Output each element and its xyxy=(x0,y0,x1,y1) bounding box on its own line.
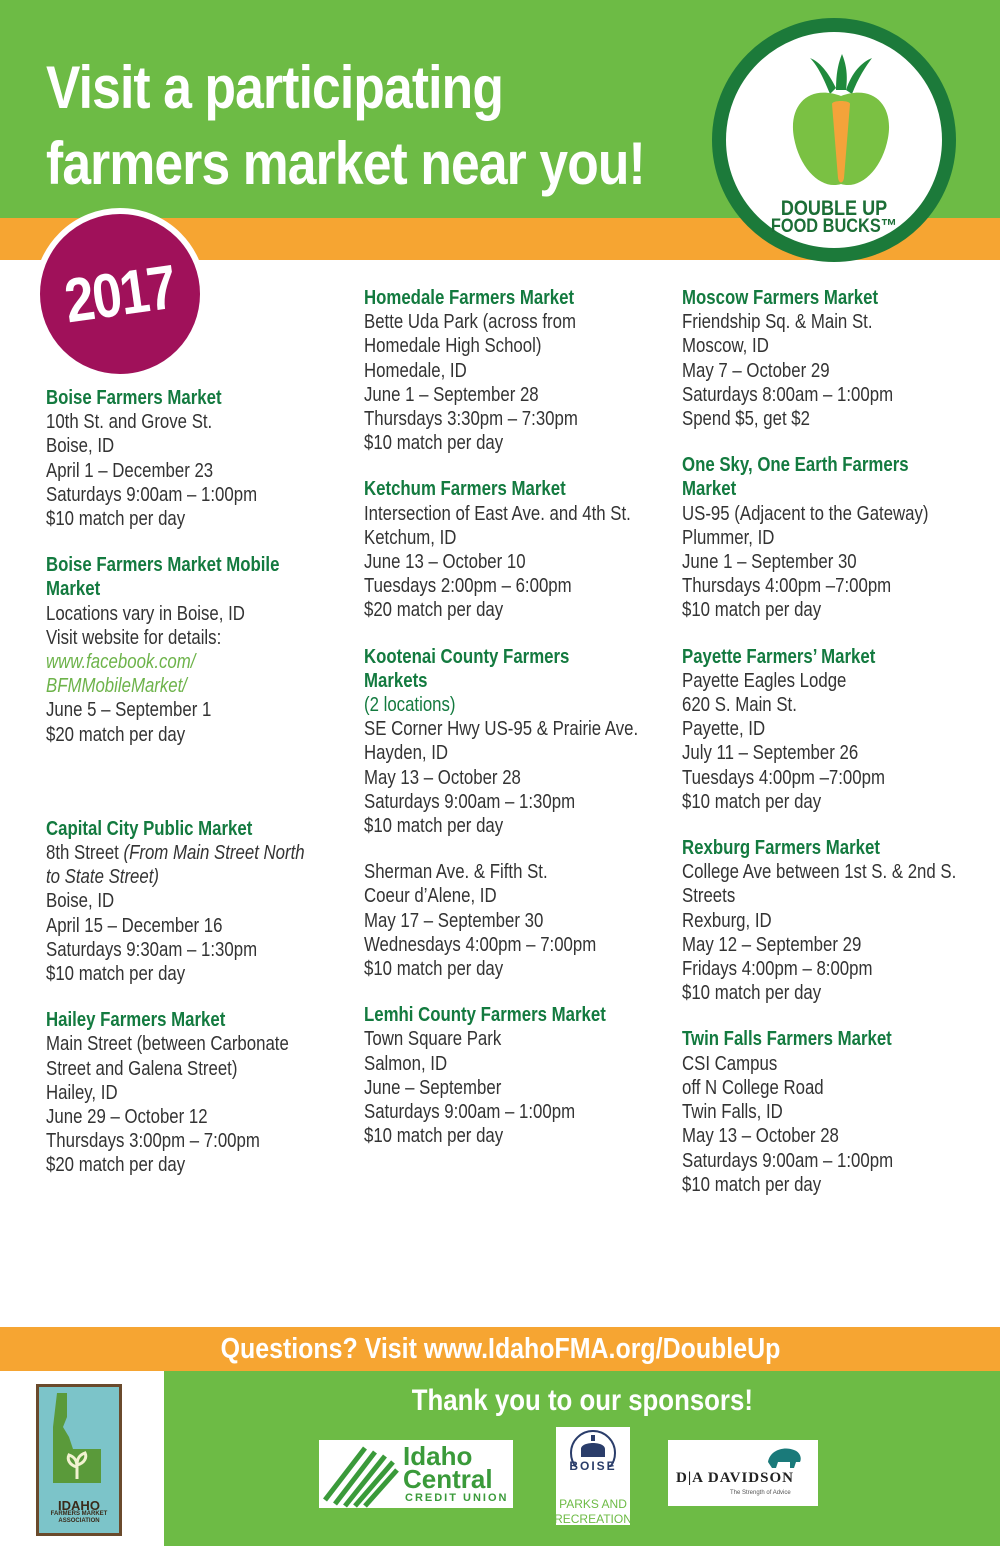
market-address: Friendship Sq. & Main St. xyxy=(682,311,873,334)
market-address: College Ave between 1st S. & 2nd S. xyxy=(682,861,957,884)
market-address: 10th St. and Grove St. xyxy=(46,411,213,434)
market-hours: Saturdays 9:00am – 1:30pm xyxy=(364,790,576,813)
market-dates: May 12 – September 29 xyxy=(682,933,862,956)
market-address: Main Street (between Carbonate xyxy=(46,1033,289,1056)
questions-banner xyxy=(0,1327,1000,1371)
market-entry xyxy=(46,553,348,747)
market-locations-note: (2 locations) xyxy=(364,694,456,717)
sponsors-heading xyxy=(164,1384,1000,1418)
market-address-continued: Street and Galena Street) xyxy=(46,1057,238,1080)
market-city: Ketchum, ID xyxy=(364,526,457,549)
market-city: Boise, ID xyxy=(46,435,115,458)
market-hours: Saturdays 8:00am – 1:00pm xyxy=(682,383,894,406)
market-match: $10 match per day xyxy=(46,963,186,986)
market-entry xyxy=(364,286,666,455)
facebook-link-continued[interactable]: BFMMobileMarket/ xyxy=(46,675,187,698)
market-match: $10 match per day xyxy=(682,790,822,813)
market-entry xyxy=(682,645,984,814)
market-match: $10 match per day xyxy=(364,815,504,838)
market-match: $10 match per day xyxy=(46,508,186,531)
market-dates: May 13 – October 28 xyxy=(682,1125,839,1148)
market-column-1 xyxy=(46,386,346,1200)
market-website-note: Visit website for details: xyxy=(46,626,222,649)
idaho-central-logo xyxy=(319,1440,513,1508)
market-hours: Tuesdays 2:00pm – 6:00pm xyxy=(364,575,572,598)
market-name: Payette Farmers’ Market xyxy=(682,645,876,668)
year-badge xyxy=(34,208,206,380)
market-venue: Payette Eagles Lodge xyxy=(682,669,847,692)
ifma-text xyxy=(39,1500,119,1525)
market-name: Twin Falls Farmers Market xyxy=(682,1028,892,1051)
market-address: Town Square Park xyxy=(364,1028,502,1051)
market-address: 8th Street xyxy=(46,842,119,865)
market-name: Capital City Public Market xyxy=(46,817,253,840)
market-hours: Saturdays 9:30am – 1:30pm xyxy=(46,938,258,961)
ifma-title: IDAHO xyxy=(58,1498,100,1513)
headline xyxy=(46,50,645,202)
market-name: Kootenai County Farmers xyxy=(364,645,570,668)
market-name: Rexburg Farmers Market xyxy=(682,837,880,860)
market-name: Boise Farmers Market xyxy=(46,387,222,409)
market-entry xyxy=(364,645,666,982)
boise-subtitle-2: RECREATION xyxy=(554,1512,632,1526)
market-address: SE Corner Hwy US-95 & Prairie Ave. xyxy=(364,718,639,741)
market-venue: CSI Campus xyxy=(682,1052,778,1075)
market-address: Intersection of East Ave. and 4th St. xyxy=(364,502,631,525)
market-dates: June 13 – October 10 xyxy=(364,551,526,574)
market-address: US-95 (Adjacent to the Gateway) xyxy=(682,502,929,525)
market-entry xyxy=(46,817,348,986)
market-hours: Fridays 4:00pm – 8:00pm xyxy=(682,958,873,981)
market-dates: June 1 – September 30 xyxy=(682,551,857,574)
market-address: Sherman Ave. & Fifth St. xyxy=(364,861,548,884)
market-hours: Thursdays 3:00pm – 7:00pm xyxy=(46,1130,260,1153)
market-dates: May 17 – September 30 xyxy=(364,909,544,932)
market-match: Spend $5, get $2 xyxy=(682,408,810,431)
market-name: Lemhi County Farmers Market xyxy=(364,1004,606,1027)
boise-word: BOISE xyxy=(569,1459,617,1473)
market-match: $20 match per day xyxy=(46,723,186,746)
market-hours: Tuesdays 4:00pm –7:00pm xyxy=(682,766,885,789)
market-city: Salmon, ID xyxy=(364,1052,448,1075)
market-location-note: Locations vary in Boise, ID xyxy=(46,602,245,625)
market-match: $20 match per day xyxy=(46,1154,186,1177)
boise-subtitle-1: PARKS AND xyxy=(559,1497,627,1511)
market-hours: Saturdays 9:00am – 1:00pm xyxy=(364,1101,576,1124)
ifma-logo xyxy=(36,1384,122,1536)
market-entry xyxy=(364,1003,666,1148)
logo-text-line-2: FOOD BUCKS™ xyxy=(770,216,898,237)
ifma-subtitle-2: ASSOCIATION xyxy=(58,1518,100,1524)
buffalo-icon xyxy=(764,1442,804,1470)
market-city: Twin Falls, ID xyxy=(682,1101,783,1124)
ifma-subtitle-1: FARMERS MARKET xyxy=(50,1511,108,1517)
market-column-3 xyxy=(682,286,982,1219)
double-up-logo xyxy=(712,18,956,262)
market-entry xyxy=(682,453,984,622)
market-city: Plummer, ID xyxy=(682,526,775,549)
market-address: off N College Road xyxy=(682,1076,824,1099)
market-match: $10 match per day xyxy=(364,958,504,981)
market-address-note: (From Main Street North to State Street) xyxy=(46,842,305,889)
boise-subtitle xyxy=(550,1497,636,1527)
market-dates: June 29 – October 12 xyxy=(46,1106,208,1129)
market-city: Rexburg, ID xyxy=(682,909,772,932)
market-match: $10 match per day xyxy=(364,1125,504,1148)
market-dates: June 1 – September 28 xyxy=(364,383,539,406)
market-address: 620 S. Main St. xyxy=(682,694,797,717)
market-city: Coeur d’Alene, ID xyxy=(364,885,497,908)
boise-parks-logo xyxy=(556,1427,630,1525)
icu-stripes-icon xyxy=(321,1440,401,1508)
market-city: Homedale, ID xyxy=(364,359,467,382)
market-column-2 xyxy=(364,286,664,1171)
market-name: Homedale Farmers Market xyxy=(364,287,575,309)
market-dates: May 7 – October 29 xyxy=(682,359,830,382)
headline-line-2: farmers market near you! xyxy=(46,130,645,197)
market-hours: Saturdays 9:00am – 1:00pm xyxy=(682,1149,894,1172)
market-entry xyxy=(682,286,984,431)
market-dates: April 1 – December 23 xyxy=(46,459,214,482)
carrot-apple-icon xyxy=(786,54,896,194)
market-dates: June 5 – September 1 xyxy=(46,699,212,722)
icu-word-1: Idaho xyxy=(403,1441,473,1471)
market-city: Boise, ID xyxy=(46,890,115,913)
market-hours: Thursdays 4:00pm –7:00pm xyxy=(682,575,892,598)
facebook-link[interactable]: www.facebook.com/ xyxy=(46,651,196,674)
icu-word-2: Central xyxy=(403,1464,493,1494)
market-city: Hayden, ID xyxy=(364,742,449,765)
market-name: Ketchum Farmers Market xyxy=(364,478,566,501)
market-hours: Thursdays 3:30pm – 7:30pm xyxy=(364,408,578,431)
market-entry xyxy=(682,836,984,1005)
market-city: Moscow, ID xyxy=(682,335,769,358)
market-address-continued: Homedale High School) xyxy=(364,335,542,358)
market-entry xyxy=(46,386,348,531)
market-match: $10 match per day xyxy=(682,599,822,622)
da-davidson-word: D|A DAVIDSON xyxy=(676,1470,794,1486)
year-text: 2017 xyxy=(60,252,180,336)
market-dates: June – September xyxy=(364,1076,502,1099)
da-davidson-logo xyxy=(668,1440,818,1506)
market-entry xyxy=(364,477,666,622)
market-name: Boise Farmers Market Mobile Market xyxy=(46,554,280,601)
market-hours: Saturdays 9:00am – 1:00pm xyxy=(46,483,258,506)
market-name: Hailey Farmers Market xyxy=(46,1009,226,1032)
market-city: Payette, ID xyxy=(682,718,766,741)
market-dates: July 11 – September 26 xyxy=(682,742,859,765)
questions-link[interactable]: Questions? Visit www.IdahoFMA.org/DoubleUp xyxy=(220,1332,780,1365)
headline-line-1: Visit a participating xyxy=(46,54,503,121)
da-davidson-tagline: The Strength of Advice xyxy=(730,1490,791,1496)
market-match: $10 match per day xyxy=(682,1173,822,1196)
market-match: $10 match per day xyxy=(682,982,822,1005)
logo-text-line-1: DOUBLE UP xyxy=(780,197,888,220)
market-entry xyxy=(682,1027,984,1196)
market-dates: April 15 – December 16 xyxy=(46,914,223,937)
market-dates: May 13 – October 28 xyxy=(364,766,521,789)
market-entry xyxy=(46,1008,348,1177)
market-match: $20 match per day xyxy=(364,599,504,622)
market-city: Hailey, ID xyxy=(46,1081,118,1104)
sponsors-heading-text: Thank you to our sponsors! xyxy=(411,1384,753,1417)
market-name-continued: Markets xyxy=(364,669,428,692)
market-address-continued: Streets xyxy=(682,885,736,908)
idaho-state-icon xyxy=(39,1387,119,1487)
market-name: Moscow Farmers Market xyxy=(682,287,879,309)
market-match: $10 match per day xyxy=(364,432,504,455)
market-name-continued: Market xyxy=(682,478,737,501)
market-address: Bette Uda Park (across from xyxy=(364,311,576,334)
icu-word-3: CREDIT UNION xyxy=(405,1492,509,1504)
market-hours: Wednesdays 4:00pm – 7:00pm xyxy=(364,933,597,956)
market-name: One Sky, One Earth Farmers xyxy=(682,454,909,477)
